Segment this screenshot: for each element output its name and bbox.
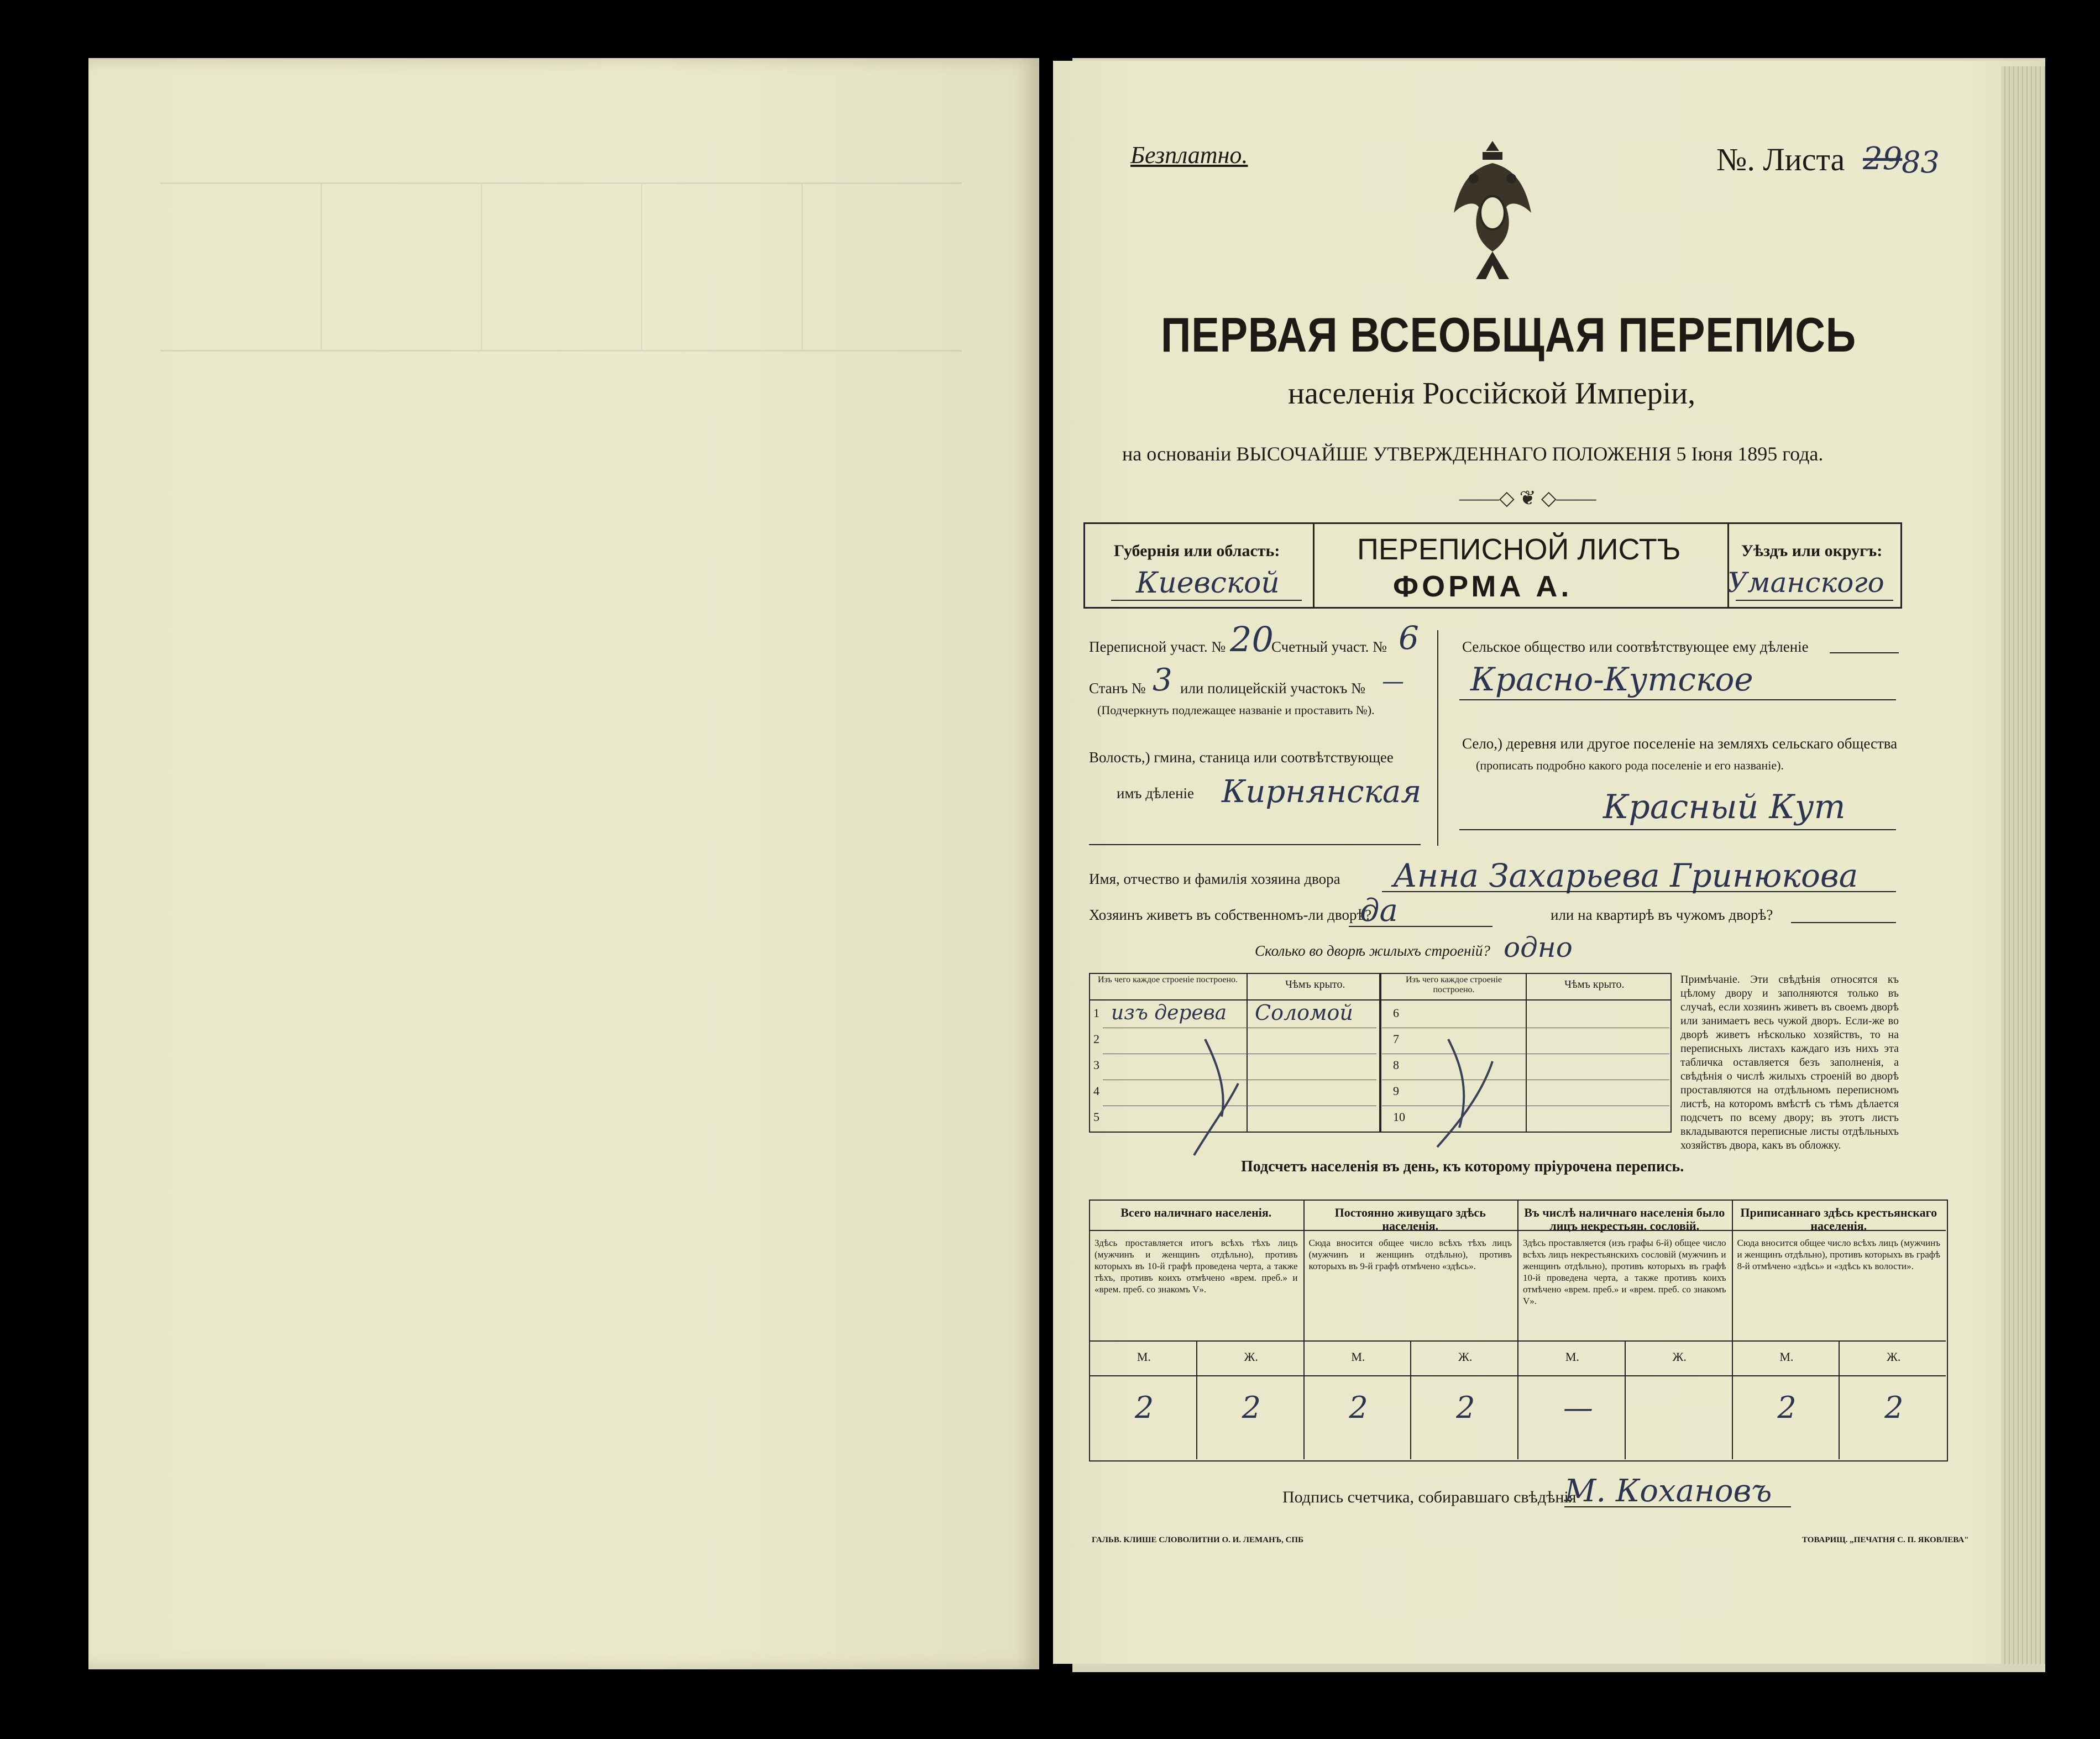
male-count: — bbox=[1563, 1390, 1593, 1425]
male-count: 2 bbox=[1349, 1390, 1368, 1425]
building-row-number: 10 bbox=[1393, 1110, 1405, 1124]
stan-label: Станъ № bbox=[1089, 680, 1146, 696]
row1-material: изъ дерева bbox=[1111, 1002, 1227, 1024]
count-title: Подсчетъ населенія въ день, къ которому пріурочена перепись. bbox=[1241, 1158, 1684, 1175]
count-mf-line bbox=[1089, 1340, 1946, 1342]
count-col-desc: Здѣсь проставляется (изъ графы 6-й) общее число всѣхъ лицъ некрестьянскихъ сословій (мужчинъ и женщинъ отдѣльно), противъ которыхъ въ графѣ 10-й проведена черта, а также противъ коихъ отмѣчено «врем. преб.» и «врем. преб. со знакомъ V». bbox=[1523, 1238, 1726, 1306]
building-row-number: 5 bbox=[1093, 1110, 1099, 1124]
mf-divider bbox=[1196, 1340, 1197, 1459]
printer-left: ГАЛЬВ. КЛИШЕ СЛОВОЛИТНИ О. И. ЛЕМАНЪ, СПБ bbox=[1092, 1536, 1304, 1544]
cancel-strokes bbox=[1117, 1028, 1669, 1161]
sheet-number-label: №. Листа bbox=[1716, 142, 1845, 177]
free-label: Безплатно. bbox=[1130, 142, 1248, 169]
owner-value: Анна Захарьева Гринюкова bbox=[1393, 857, 1858, 894]
col-material-right: Изъ чего каждое строеніе построено. bbox=[1405, 975, 1502, 994]
male-label: М. bbox=[1565, 1350, 1579, 1364]
female-count: 2 bbox=[1242, 1390, 1261, 1425]
female-label: Ж. bbox=[1458, 1350, 1473, 1364]
col-roof-right: Чѣмъ крыто. bbox=[1564, 978, 1625, 991]
or-label: или на квартирѣ въ чужомъ дворѣ? bbox=[1551, 907, 1773, 923]
underline-note: (Подчеркнуть подлежащее названіе и проставить №). bbox=[1097, 703, 1375, 717]
uezd-label: Уѣздъ или округъ: bbox=[1741, 542, 1883, 560]
counting-district-label: Счетный участ. № bbox=[1271, 638, 1387, 655]
count-col-divider bbox=[1303, 1200, 1305, 1459]
double-headed-eagle-emblem bbox=[1448, 135, 1537, 290]
count-col-divider bbox=[1517, 1200, 1518, 1459]
male-label: М. bbox=[1351, 1350, 1365, 1364]
signature-label: Подпись счетчика, собиравшаго свѣдѣнія bbox=[1282, 1488, 1577, 1506]
count-col-head: Въ числѣ наличнаго населенія было лицъ некрестьян. сословій. bbox=[1524, 1206, 1725, 1233]
bleed-through-table bbox=[160, 182, 962, 352]
counting-district-value: 6 bbox=[1399, 619, 1419, 657]
count-col-head: Всего наличнаго населенія. bbox=[1120, 1206, 1272, 1219]
page-edges bbox=[2001, 66, 2045, 1664]
volost-label-2: имъ дѣленіе bbox=[1117, 785, 1195, 802]
census-district-value: 20 bbox=[1230, 619, 1274, 659]
buildings-label: Сколько во дворѣ жилыхъ строеній? bbox=[1255, 942, 1490, 959]
lives-value: да bbox=[1360, 893, 1398, 929]
count-head-line bbox=[1089, 1230, 1946, 1231]
guberniya-label: Губернія или область: bbox=[1114, 542, 1280, 560]
sheet-number-value: 29 bbox=[1863, 141, 1903, 177]
building-row-number: 2 bbox=[1093, 1032, 1099, 1046]
female-count: 2 bbox=[1884, 1390, 1904, 1425]
female-count: 2 bbox=[1456, 1390, 1475, 1425]
col-roof-left: Чѣмъ крыто. bbox=[1285, 978, 1345, 991]
mf-divider bbox=[1410, 1340, 1411, 1459]
volost-label-1: Волость,) гмина, станица или соотвѣтствующее bbox=[1089, 749, 1394, 766]
male-count: 2 bbox=[1777, 1390, 1797, 1425]
count-col-desc: Сюда вносится общее число всѣхъ тѣхъ лицъ (мужчинъ и женщинъ отдѣльно), противъ которыхъ въ 9-й графѣ отмѣчено «здѣсь». bbox=[1308, 1238, 1512, 1271]
buildings-value: одно bbox=[1504, 931, 1573, 963]
count-col-desc: Здѣсь проставляется итогъ всѣхъ тѣхъ лицъ (мужчинъ и женщинъ отдѣльно), противъ которыхъ въ 10-й графѣ проведена черта, а также тѣхъ, противъ коихъ отмѣчено «врем. преб.» и «врем. преб. со знакомъ V». bbox=[1094, 1238, 1298, 1295]
village-label: Село,) деревня или другое поселеніе на земляхъ сельскаго общества bbox=[1462, 735, 1898, 752]
col-material-left: Изъ чего каждое строеніе построено. bbox=[1097, 975, 1238, 984]
lives-label: Хозяинъ живетъ въ собственномъ-ли дворѣ? bbox=[1089, 907, 1372, 923]
building-row-number: 1 bbox=[1093, 1006, 1099, 1020]
volost-value: Кирнянская bbox=[1222, 774, 1422, 810]
village-note: (прописать подробно какого рода поселеніе и его названіе). bbox=[1476, 758, 1784, 772]
count-col-head: Приписаннаго здѣсь крестьянскаго населенія. bbox=[1740, 1206, 1937, 1233]
note-text: Примѣчаніе. Эти свѣдѣнія относятся къ цѣлому двору и заполняются только въ случаѣ, если хозяинъ живетъ въ своемъ дворѣ или занимаетъ весь чужой дворъ. Если-же во дворѣ живетъ нѣсколько хозяйствъ, то на переписныхъ листахъ каждаго изъ нихъ эта табличка оставляется безъ заполненія, а свѣдѣнія о числѣ жилыхъ строеній во дворѣ проставляются на отдѣльномъ переписномъ листѣ, на которомъ вмѣстѣ съ тѣмъ дѣлается подсчетъ по всему двору; въ этотъ листъ вкладываются переписные листы отдѣльныхъ хозяйствъ двора, какъ въ обложку. bbox=[1680, 973, 1899, 1151]
uezd-value: Уманского bbox=[1727, 567, 1884, 599]
sheet-number-alt: 83 bbox=[1902, 145, 1940, 180]
building-row-number: 8 bbox=[1393, 1058, 1399, 1072]
ornament-divider: ——◇ ❦ ◇—— bbox=[1459, 487, 1596, 509]
signature-value: М. Кохановъ bbox=[1564, 1473, 1772, 1509]
building-row-number: 3 bbox=[1093, 1058, 1099, 1072]
printer-right: ТОВАРИЩ. „ПЕЧАТНЯ С. П. ЯКОВЛЕВА" bbox=[1802, 1536, 1969, 1544]
page-title: ПЕРВАЯ ВСЕОБЩАЯ ПЕРЕПИСЬ bbox=[1161, 307, 1856, 362]
building-row-number: 4 bbox=[1093, 1084, 1099, 1098]
guberniya-value: Киевской bbox=[1136, 567, 1280, 600]
male-label: М. bbox=[1137, 1350, 1151, 1364]
mf-divider bbox=[1625, 1340, 1626, 1459]
stan-value: 3 bbox=[1153, 662, 1172, 698]
owner-label: Имя, отчество и фамилія хозяина двора bbox=[1089, 871, 1340, 887]
female-label: Ж. bbox=[1244, 1350, 1258, 1364]
count-col-desc: Сюда вносится общее число всѣхъ лицъ (мужчинъ и женщинъ отдѣльно), противъ которыхъ въ графѣ 8-й отмѣчено «здѣсь» и «здѣсь къ волости». bbox=[1737, 1238, 1940, 1271]
census-district-label: Переписной участ. № bbox=[1089, 638, 1226, 655]
count-col-head: Постоянно живущаго здѣсь населенія. bbox=[1334, 1206, 1486, 1233]
building-row-number: 6 bbox=[1393, 1006, 1399, 1020]
count-col-divider bbox=[1732, 1200, 1733, 1459]
building-row-number: 7 bbox=[1393, 1032, 1399, 1046]
village-value: Красный Кут bbox=[1603, 788, 1846, 826]
form-title: ФОРМА А. bbox=[1393, 570, 1573, 603]
society-value: Красно-Кутское bbox=[1470, 661, 1753, 698]
building-row-number: 9 bbox=[1393, 1084, 1399, 1098]
count-values-line bbox=[1089, 1375, 1946, 1376]
police-district-label: или полицейскій участокъ № bbox=[1180, 680, 1365, 696]
page-subtitle: населенія Россійской Имперіи, bbox=[1288, 376, 1696, 411]
mf-divider bbox=[1839, 1340, 1840, 1459]
police-district-value: — bbox=[1382, 669, 1404, 694]
row1-roof: Соломой bbox=[1255, 1001, 1353, 1025]
male-count: 2 bbox=[1134, 1390, 1154, 1425]
female-label: Ж. bbox=[1672, 1350, 1687, 1364]
sheet-title: ПЕРЕПИСНОЙ ЛИСТЪ bbox=[1357, 533, 1681, 566]
male-label: М. bbox=[1779, 1350, 1794, 1364]
female-label: Ж. bbox=[1887, 1350, 1901, 1364]
legal-basis: на основаніи ВЫСОЧАЙШЕ УТВЕРЖДЕННАГО ПОЛОЖЕНІЯ 5 Іюня 1895 года. bbox=[1122, 443, 1824, 465]
society-label: Сельское общество или соотвѣтствующее ему дѣленіе bbox=[1462, 638, 1809, 655]
